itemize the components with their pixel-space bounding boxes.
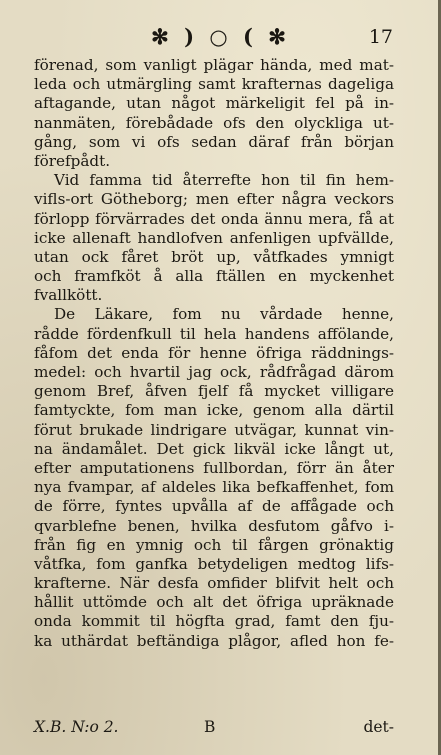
- text-line: förlopp förvärrades det onda ännu mera, få at: [34, 209, 394, 228]
- text-line: Vid famma tid återrefte hon til fin hem-: [54, 171, 394, 190]
- text-line: förenad, som vanligt plägar hända, med mat-: [34, 56, 394, 74]
- body-text: [34, 56, 394, 651]
- text-line: rådde fördenfkull til hela handens affölande,: [34, 324, 394, 343]
- page-header: [0, 24, 441, 54]
- text-line: förefpådt.: [34, 151, 111, 170]
- text-line: efter amputationens fullbordan, förr än åter: [34, 458, 394, 477]
- text-line: De Läkare, fom nu vårdade henne,: [54, 305, 394, 324]
- text-line: utan ock fåret bröt up, våtfkades ymnigt: [34, 247, 394, 266]
- text-line: icke allenaft handlofven anfenligen upfvällde,: [34, 228, 394, 247]
- text-line: aftagande, utan något märkeligit fel på in-: [34, 94, 394, 113]
- page-footer: [34, 718, 394, 742]
- text-line: na ändamålet. Det gick likväl icke långt ut,: [34, 439, 394, 458]
- header-ornament: ✻ ) ○ ( ✻: [151, 24, 290, 49]
- text-line: krafterne. När desfa omfider blifvit helt och: [34, 574, 394, 593]
- text-line: nya fvampar, af aldeles lika befkaffenhet, fom: [34, 478, 394, 497]
- catchword: det-: [363, 718, 394, 736]
- text-line: de förre, fyntes upvålla af de affågade och: [34, 497, 394, 516]
- signature-mark: X.B. N:o 2.: [34, 718, 119, 736]
- text-line: onda kommit til högfta grad, famt den fju-: [34, 612, 394, 631]
- page-number: 17: [368, 26, 393, 48]
- text-line: hållit uttömde och alt det öfriga upräknade: [34, 593, 394, 612]
- text-line: vifls-ort Götheborg; men efter några veckors: [34, 190, 394, 209]
- text-line: fåfom det enda för henne öfriga räddnings-: [34, 343, 394, 362]
- text-line: leda och utmärgling samt krafternas dageliga: [34, 75, 394, 94]
- text-line: qvarblefne benen, hvilka desfutom gåfvo i-: [34, 516, 394, 535]
- text-line: fvallkött.: [34, 286, 103, 305]
- text-line: medel: och hvartil jag ock, rådfrågad därom: [34, 363, 394, 381]
- text-line: förut brukade lindrigare utvägar, kunnat vin-: [34, 420, 394, 439]
- text-line: från fig en ymnig och til fårgen grönaktig: [34, 535, 394, 554]
- gathering-letter: B: [204, 718, 216, 736]
- text-line: gång, som vi ofs sedan däraf från början: [34, 132, 394, 151]
- text-line: famtyckte, fom man icke, genom alla därtil: [34, 401, 394, 420]
- text-line: nanmäten, förebådade ofs den olyckliga ut-: [34, 113, 394, 132]
- text-line: ka uthärdat beftändiga plågor, afled hon fe-: [34, 631, 394, 650]
- text-line: våtfka, fom ganfka betydeligen medtog lifs-: [34, 554, 394, 573]
- text-line: och framfköt å alla ftällen en myckenhet: [34, 267, 394, 286]
- text-line: genom Bref, åfven fjelf få mycket villigare: [34, 382, 394, 401]
